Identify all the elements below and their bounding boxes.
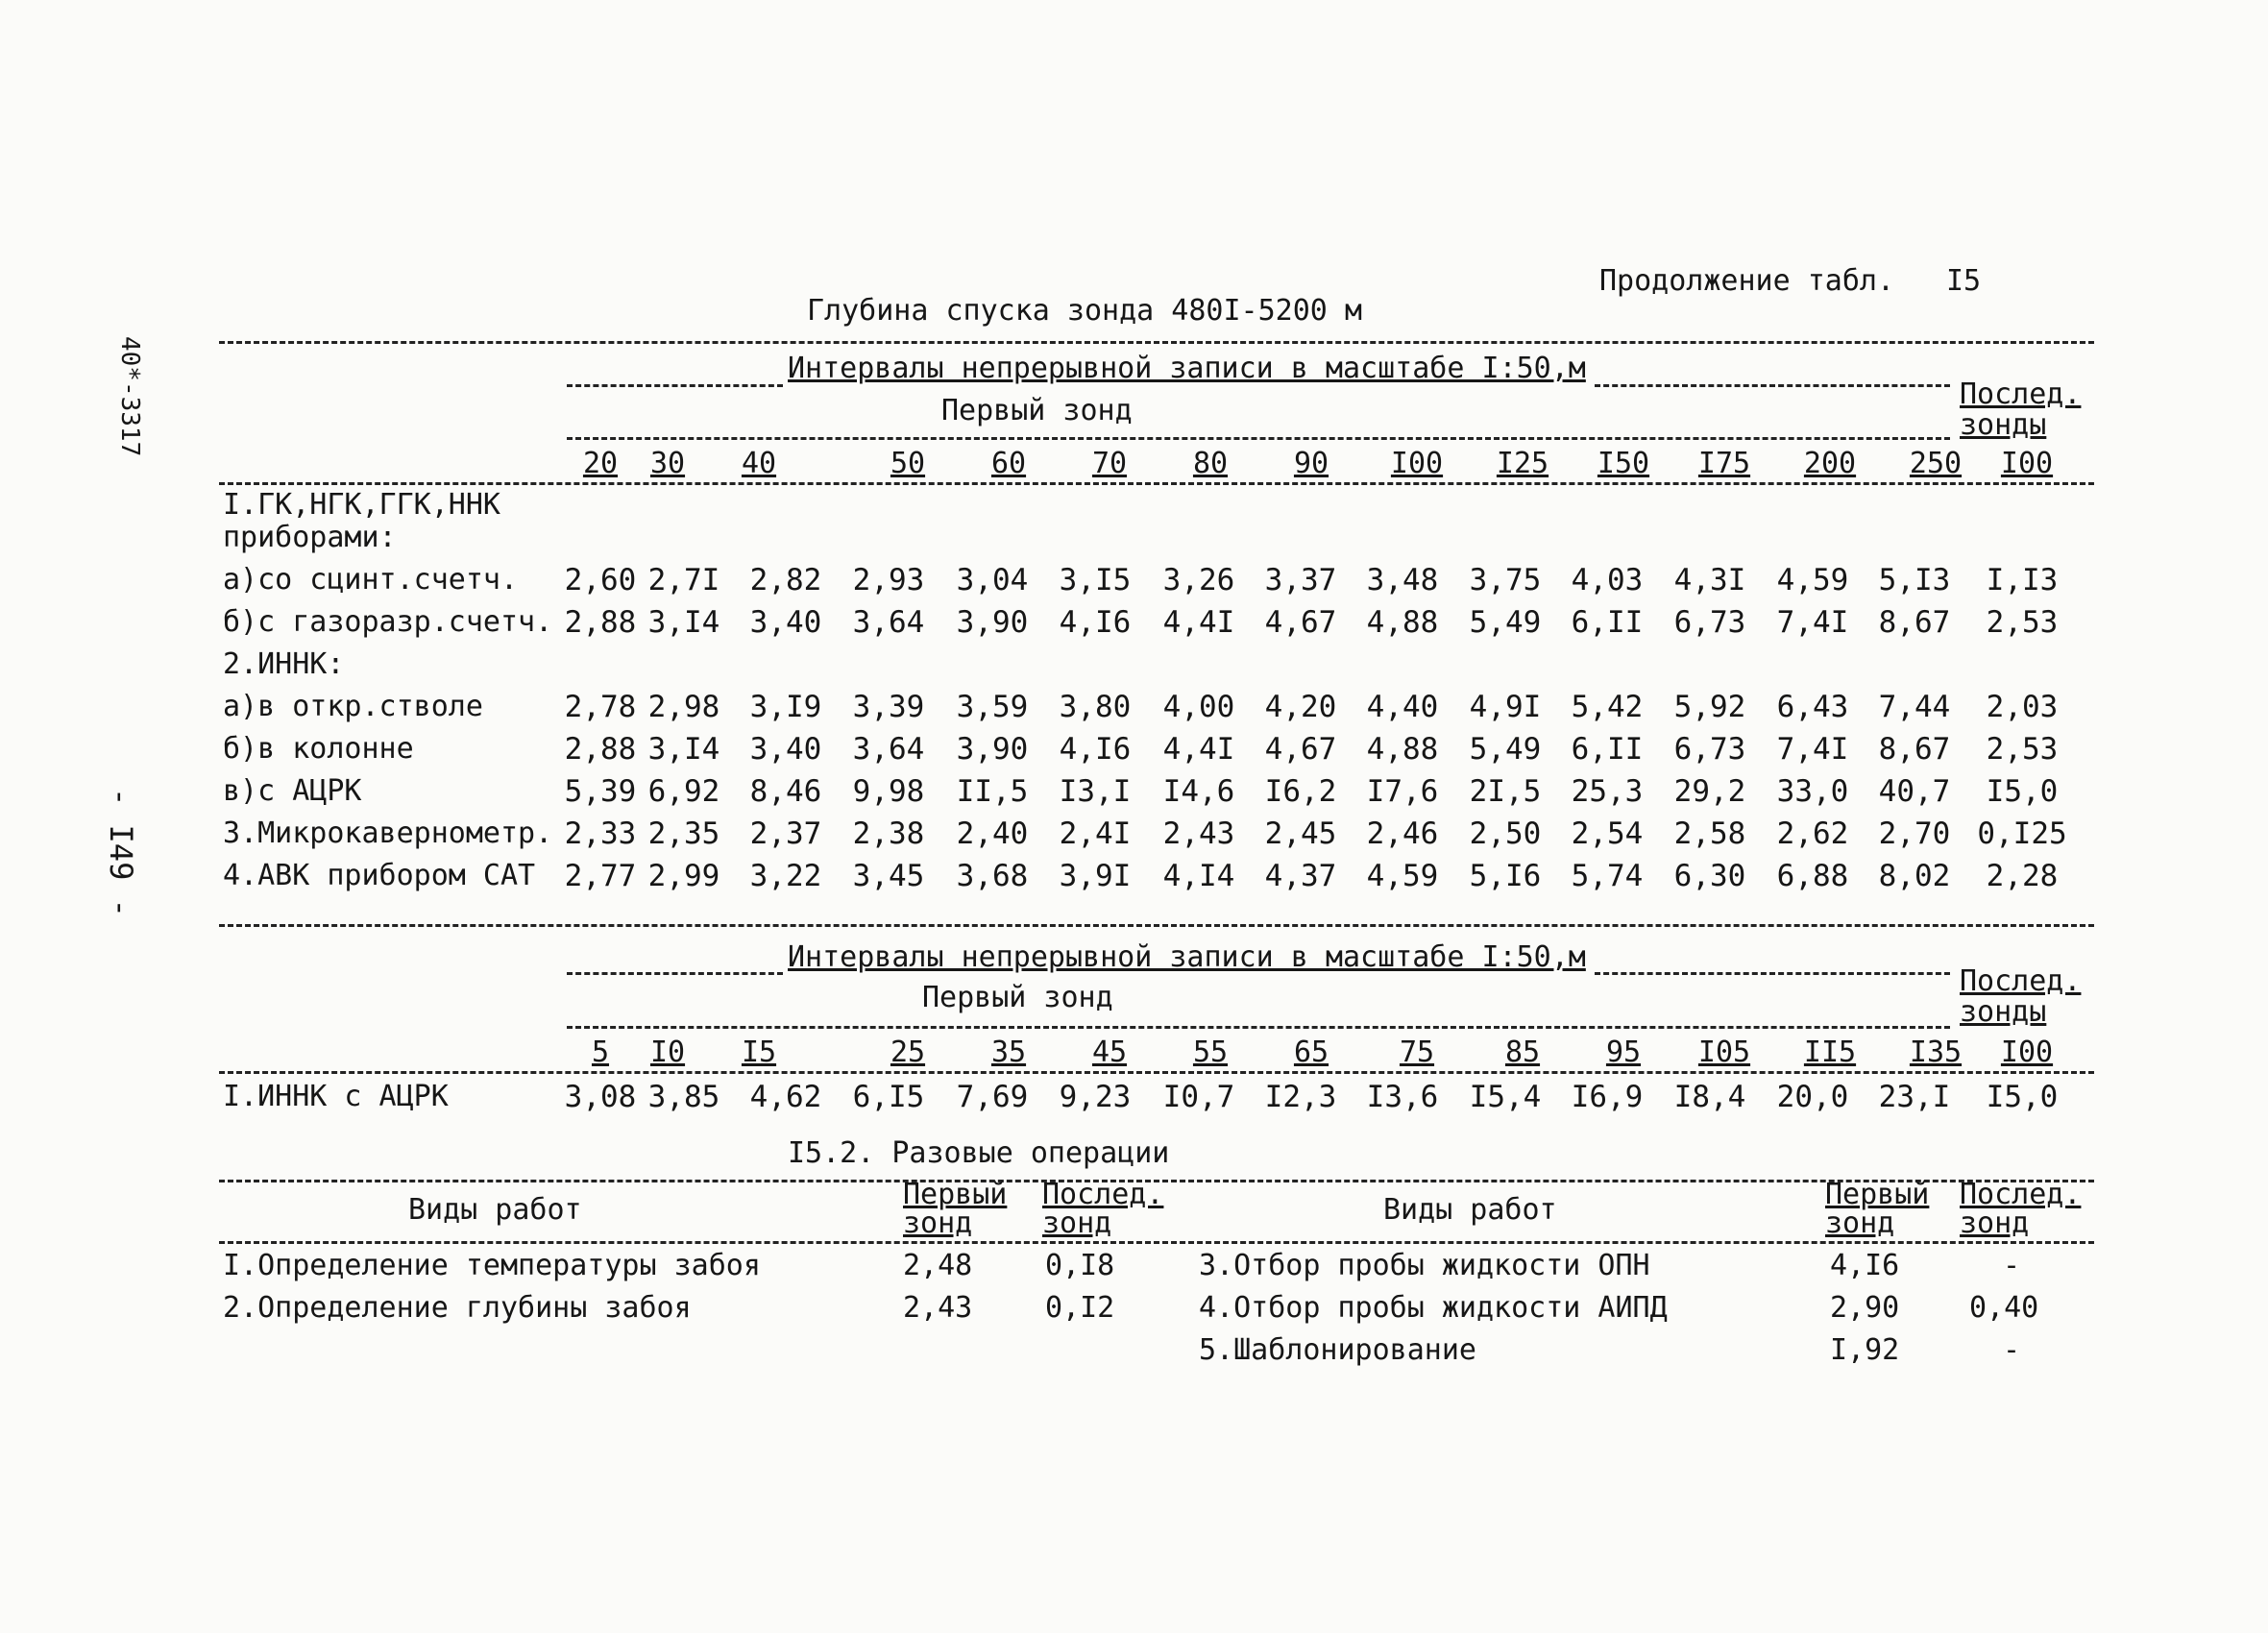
table-cell: 3,80 [1059, 690, 1132, 724]
table-cell: 6,43 [1776, 690, 1849, 724]
op-right-5-last: - [2003, 1333, 2021, 1367]
table-cell: 4,I4 [1162, 859, 1235, 893]
table1-bottom-rule [219, 924, 2094, 927]
table-cell: 8,67 [1878, 732, 1951, 767]
table-cell: 2,46 [1366, 816, 1439, 851]
table-cell: 33,0 [1776, 774, 1849, 809]
table-cell: 2,43 [1162, 816, 1235, 851]
row-label: а)в откр.стволе [223, 690, 483, 723]
table-cell: 4,37 [1264, 859, 1337, 893]
section2-header-bottom-rule [219, 1241, 2094, 1244]
table-cell: 8,02 [1878, 859, 1951, 893]
row-label: в)с АЦРК [223, 774, 362, 808]
column-header: 40 [741, 447, 777, 480]
column-header: I05 [1697, 1036, 1751, 1069]
table-cell: 25,3 [1571, 774, 1644, 809]
table2-interval-title: Интервалы непрерывной записи в масштабе I:50,м [788, 940, 1586, 974]
table-cell: 5,I6 [1469, 859, 1542, 893]
op-left-1-last: 0,I8 [1045, 1249, 1115, 1282]
table-cell: 2,70 [1878, 816, 1951, 851]
margin-code: 40*-3317 [115, 336, 144, 457]
table-cell: 3,9I [1059, 859, 1132, 893]
table1-last-probes: Послед. зонды [1960, 378, 2082, 442]
op-right-5-label: 5.Шаблонирование [1199, 1333, 1476, 1367]
table-cell: I8,4 [1673, 1080, 1746, 1114]
table-cell: 29,2 [1673, 774, 1746, 809]
table-cell: 4,40 [1366, 690, 1439, 724]
table-cell: 2,37 [749, 816, 822, 851]
table-cell: 5,I3 [1878, 563, 1951, 597]
column-header: 45 [1091, 1036, 1128, 1069]
column-header: 25 [890, 1036, 926, 1069]
table1-interval-rule-right [1595, 384, 1950, 387]
table-cell: 8,46 [749, 774, 822, 809]
table-cell: 2,60 [564, 563, 637, 597]
table-cell: 4,62 [749, 1080, 822, 1114]
op-right-4-label: 4.Отбор пробы жидкости АИПД [1199, 1291, 1668, 1325]
table-cell: 2,77 [564, 859, 637, 893]
table-cell: II,5 [956, 774, 1029, 809]
table-cell: I3,6 [1366, 1080, 1439, 1114]
table-cell: 3,I4 [647, 732, 720, 767]
section2-first-right: Первый зонд [1825, 1178, 1930, 1240]
table-cell: 7,4I [1776, 732, 1849, 767]
table-cell: 5,92 [1673, 690, 1746, 724]
table-cell: 2,53 [1986, 605, 2059, 640]
table-cell: 3,I4 [647, 605, 720, 640]
table-cell: 8,67 [1878, 605, 1951, 640]
table-cell: 2,99 [647, 859, 720, 893]
table-cell: I3,I [1059, 774, 1132, 809]
table-cell: 2,54 [1571, 816, 1644, 851]
table-cell: 5,74 [1571, 859, 1644, 893]
section2-first-left: Первый зонд [903, 1178, 1008, 1240]
table-cell: 3,40 [749, 732, 822, 767]
table-cell: 3,64 [852, 732, 925, 767]
table-cell: 2,35 [647, 816, 720, 851]
row-label: а)со сцинт.счетч. [223, 563, 519, 597]
table2-last-probes: Послед. зонды [1960, 964, 2082, 1029]
table-cell: 7,4I [1776, 605, 1849, 640]
row-label: 4.АВК прибором САТ [223, 859, 536, 892]
section2-title: I5.2. Разовые операции [788, 1136, 1170, 1170]
table-cell: I2,3 [1264, 1080, 1337, 1114]
table-cell: 2I,5 [1469, 774, 1542, 809]
table2-header-bottom-rule [219, 1071, 2094, 1074]
row-label: I.ГК,НГК,ГГК,ННК [223, 488, 500, 522]
column-header: I5 [741, 1036, 777, 1069]
table2-interval-rule-left [567, 972, 783, 975]
column-header: 200 [1803, 447, 1857, 480]
table-cell: 5,49 [1469, 605, 1542, 640]
table-cell: 2,78 [564, 690, 637, 724]
table-cell: 4,I6 [1059, 605, 1132, 640]
table-cell: I,I3 [1986, 563, 2059, 597]
table-cell: 9,23 [1059, 1080, 1132, 1114]
table-cell: 3,39 [852, 690, 925, 724]
table-cell: 2,50 [1469, 816, 1542, 851]
op-left-1-label: I.Определение температуры забоя [223, 1249, 761, 1282]
column-header: 95 [1605, 1036, 1642, 1069]
section2-work-types-left: Виды работ [408, 1193, 582, 1227]
table1-top-rule [219, 341, 2094, 344]
table-cell: 2,88 [564, 605, 637, 640]
table-cell: 4,4I [1162, 605, 1235, 640]
table-cell: 2,40 [956, 816, 1029, 851]
table-cell: 3,68 [956, 859, 1029, 893]
table-cell: I6,9 [1571, 1080, 1644, 1114]
table1-interval-rule-left [567, 384, 783, 387]
column-header: II5 [1803, 1036, 1857, 1069]
table-cell: 20,0 [1776, 1080, 1849, 1114]
table2-first-probe: Первый зонд [922, 981, 1113, 1014]
table1-header-bottom-rule [219, 482, 2094, 485]
table-cell: 3,90 [956, 605, 1029, 640]
table-cell: I0,7 [1162, 1080, 1235, 1114]
table-cell: 3,48 [1366, 563, 1439, 597]
section2-last-right: Послед. зонд [1960, 1178, 2082, 1240]
table1-interval-title: Интервалы непрерывной записи в масштабе I:50,м [788, 352, 1586, 385]
table-cell: 3,I5 [1059, 563, 1132, 597]
column-header: 55 [1192, 1036, 1229, 1069]
column-header: 50 [890, 447, 926, 480]
table-cell: 4,9I [1469, 690, 1542, 724]
continuation-label: Продолжение табл. [1599, 264, 1895, 298]
table-cell: 23,I [1878, 1080, 1951, 1114]
depth-title: Глубина спуска зонда 480I-5200 м [807, 294, 1362, 328]
page-number: - I49 - [103, 788, 139, 917]
table-cell: 7,69 [956, 1080, 1029, 1114]
table2-subheader-rule [567, 1026, 1950, 1029]
row-label: б)с газоразр.счетч. [223, 605, 553, 639]
table-cell: 3,59 [956, 690, 1029, 724]
column-header: I75 [1697, 447, 1751, 480]
table-cell: 40,7 [1878, 774, 1951, 809]
table-cell: 4,3I [1673, 563, 1746, 597]
table-cell: 3,I9 [749, 690, 822, 724]
op-right-4-last: 0,40 [1969, 1291, 2039, 1325]
table-cell: 2,53 [1986, 732, 2059, 767]
table-cell: 6,92 [647, 774, 720, 809]
section2-last-left: Послед. зонд [1042, 1178, 1164, 1240]
table-cell: 3,85 [647, 1080, 720, 1114]
op-right-3-first: 4,I6 [1830, 1249, 1900, 1282]
column-header: I00 [2000, 447, 2054, 480]
table-cell: 3,64 [852, 605, 925, 640]
table-cell: 4,67 [1264, 732, 1337, 767]
table-cell: 3,40 [749, 605, 822, 640]
table-cell: I7,6 [1366, 774, 1439, 809]
column-header: I00 [2000, 1036, 2054, 1069]
table-cell: 4,67 [1264, 605, 1337, 640]
table1-first-probe: Первый зонд [941, 394, 1133, 427]
column-header: 70 [1091, 447, 1128, 480]
table-cell: 2,4I [1059, 816, 1132, 851]
section2-work-types-right: Виды работ [1383, 1193, 1557, 1227]
column-header: 90 [1293, 447, 1329, 480]
op-left-2-first: 2,43 [903, 1291, 973, 1325]
op-left-2-label: 2.Определение глубины забоя [223, 1291, 692, 1325]
column-header: 5 [591, 1036, 610, 1069]
table-cell: I6,2 [1264, 774, 1337, 809]
column-header: I00 [1390, 447, 1444, 480]
table-cell: 2,98 [647, 690, 720, 724]
table-cell: I5,4 [1469, 1080, 1542, 1114]
table-number: I5 [1946, 264, 1982, 298]
table-cell: 4,03 [1571, 563, 1644, 597]
table-cell: 2,82 [749, 563, 822, 597]
op-left-1-first: 2,48 [903, 1249, 973, 1282]
table-cell: 3,26 [1162, 563, 1235, 597]
table-cell: 3,22 [749, 859, 822, 893]
row-label: 2.ИННК: [223, 647, 345, 681]
table1-subheader-rule [567, 437, 1950, 440]
table-cell: 4,20 [1264, 690, 1337, 724]
op-right-3-label: 3.Отбор пробы жидкости ОПН [1199, 1249, 1650, 1282]
table-cell: 3,08 [564, 1080, 637, 1114]
table-cell: 6,II [1571, 732, 1644, 767]
table-cell: 4,59 [1366, 859, 1439, 893]
row-label: 3.Микрокавернометр. [223, 816, 553, 850]
table-cell: 3,37 [1264, 563, 1337, 597]
column-header: 20 [582, 447, 619, 480]
op-right-5-first: I,92 [1830, 1333, 1900, 1367]
column-header: 60 [990, 447, 1027, 480]
table-cell: I5,0 [1986, 1080, 2059, 1114]
column-header: I35 [1909, 1036, 1963, 1069]
table-cell: 4,4I [1162, 732, 1235, 767]
table-cell: I5,0 [1986, 774, 2059, 809]
table-cell: 2,7I [647, 563, 720, 597]
table-cell: 2,62 [1776, 816, 1849, 851]
column-header: 75 [1399, 1036, 1435, 1069]
table-cell: 2,93 [852, 563, 925, 597]
table-cell: 7,44 [1878, 690, 1951, 724]
table-cell: 5,42 [1571, 690, 1644, 724]
table-cell: 2,88 [564, 732, 637, 767]
column-header: 80 [1192, 447, 1229, 480]
table-cell: 6,73 [1673, 732, 1746, 767]
op-left-2-last: 0,I2 [1045, 1291, 1115, 1325]
table-cell: 5,39 [564, 774, 637, 809]
column-header: 65 [1293, 1036, 1329, 1069]
op-right-4-first: 2,90 [1830, 1291, 1900, 1325]
table2-interval-rule-right [1595, 972, 1950, 975]
table-cell: 2,45 [1264, 816, 1337, 851]
table-cell: 2,38 [852, 816, 925, 851]
column-header: I50 [1597, 447, 1650, 480]
table-cell: 6,I5 [852, 1080, 925, 1114]
table-cell: 4,59 [1776, 563, 1849, 597]
table-cell: 3,90 [956, 732, 1029, 767]
table-cell: 6,II [1571, 605, 1644, 640]
column-header: I25 [1496, 447, 1549, 480]
column-header: I0 [649, 1036, 686, 1069]
table-cell: 6,30 [1673, 859, 1746, 893]
table-cell: 2,03 [1986, 690, 2059, 724]
op-right-3-last: - [2003, 1249, 2021, 1282]
table-cell: 2,58 [1673, 816, 1746, 851]
column-header: 250 [1909, 447, 1963, 480]
table-cell: 4,88 [1366, 605, 1439, 640]
table-cell: 4,00 [1162, 690, 1235, 724]
table-cell: I4,6 [1162, 774, 1235, 809]
table-cell: 2,33 [564, 816, 637, 851]
row-label: б)в колонне [223, 732, 414, 766]
column-header: 30 [649, 447, 686, 480]
table-cell: 4,I6 [1059, 732, 1132, 767]
row-label: I.ИННК с АЦРК [223, 1080, 449, 1113]
table-cell: 3,45 [852, 859, 925, 893]
column-header: 85 [1504, 1036, 1541, 1069]
table-cell: 6,73 [1673, 605, 1746, 640]
table-cell: 6,88 [1776, 859, 1849, 893]
table-cell: 4,88 [1366, 732, 1439, 767]
column-header: 35 [990, 1036, 1027, 1069]
table-cell: 3,04 [956, 563, 1029, 597]
row-label: приборами: [223, 521, 397, 554]
table-cell: 2,28 [1986, 859, 2059, 893]
table-cell: 5,49 [1469, 732, 1542, 767]
table-cell: 3,75 [1469, 563, 1542, 597]
table-cell: 0,I25 [1977, 816, 2067, 851]
table-cell: 9,98 [852, 774, 925, 809]
